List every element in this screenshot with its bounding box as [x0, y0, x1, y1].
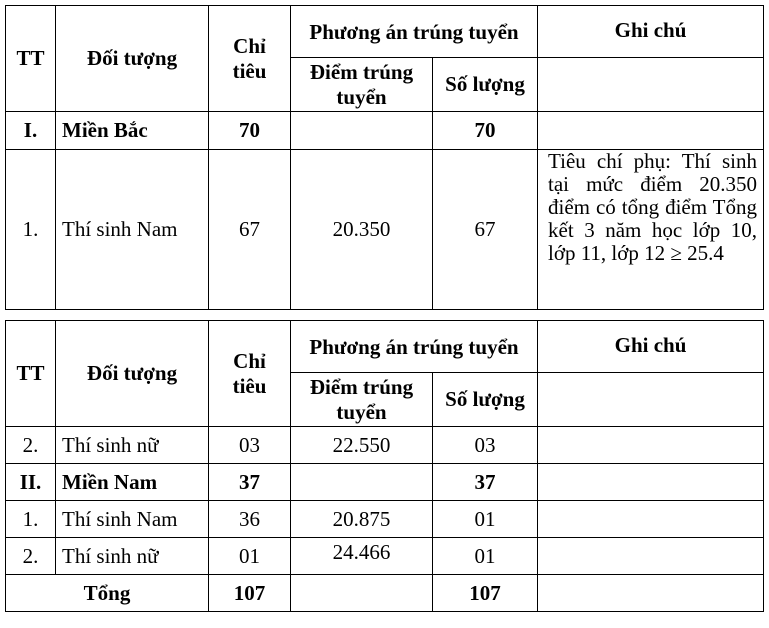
cell-chi-tieu: 67 [209, 150, 291, 310]
cell-tt: I. [6, 112, 56, 150]
cell-tt: 2. [6, 427, 56, 464]
table-row [6, 538, 764, 575]
cell-diem [291, 112, 433, 150]
header-tt: TT [6, 321, 56, 427]
cell-diem: 24.466 [291, 538, 433, 575]
cell-diem: 20.875 [291, 501, 433, 538]
header-doi-tuong: Đối tượng [56, 321, 209, 427]
cell-name: Thí sinh nữ [56, 538, 209, 575]
cell-so-luong: 01 [433, 501, 538, 538]
section-row-mien-bac [6, 112, 764, 150]
header-so-luong: Số lượng [433, 373, 538, 427]
cell-tt: 1. [6, 150, 56, 310]
header-so-luong: Số lượng [433, 58, 538, 112]
cell-ghi-chu [538, 575, 764, 612]
cell-ghi-chu [538, 501, 764, 538]
cell-so-luong: 03 [433, 427, 538, 464]
cell-so-luong: 01 [433, 538, 538, 575]
cell-ghi-chu-note: Tiêu chí phụ: Thí sinh tại mức điểm 20.350 điểm có tổng điểm Tổng kết 3 năm học lớp 10, lớp 11, lớp 12 ≥ 25.4 [538, 150, 764, 310]
cell-chi-tieu: 01 [209, 538, 291, 575]
header-ghi-chu: Ghi chú [538, 321, 764, 373]
cell-name: Thí sinh Nam [56, 501, 209, 538]
header-doi-tuong: Đối tượng [56, 6, 209, 112]
cell-tt: 2. [6, 538, 56, 575]
cell-chi-tieu: 36 [209, 501, 291, 538]
admission-table-part-2 [5, 320, 764, 612]
cell-name: Miền Bắc [56, 112, 209, 150]
header-ghi-chu: Ghi chú [538, 6, 764, 58]
cell-tt: 1. [6, 501, 56, 538]
cell-chi-tieu: 37 [209, 464, 291, 501]
cell-diem: 22.550 [291, 427, 433, 464]
cell-total-label: Tổng [6, 575, 209, 612]
cell-name: Thí sinh nữ [56, 427, 209, 464]
cell-diem [291, 464, 433, 501]
table-row [6, 501, 764, 538]
cell-diem [291, 575, 433, 612]
header-chi-tieu: Chỉ tiêu [209, 321, 291, 427]
cell-name: Thí sinh Nam [56, 150, 209, 310]
header-phuong-an: Phương án trúng tuyển [291, 6, 538, 58]
cell-so-luong: 67 [433, 150, 538, 310]
table-row [6, 427, 764, 464]
header-chi-tieu: Chỉ tiêu [209, 6, 291, 112]
header-empty-cell [538, 58, 764, 112]
cell-ghi-chu [538, 112, 764, 150]
section-row-mien-nam [6, 464, 764, 501]
cell-ghi-chu [538, 464, 764, 501]
total-row [6, 575, 764, 612]
cell-chi-tieu: 70 [209, 112, 291, 150]
cell-so-luong: 107 [433, 575, 538, 612]
header-tt: TT [6, 6, 56, 112]
cell-chi-tieu: 107 [209, 575, 291, 612]
header-empty-cell [538, 373, 764, 427]
cell-diem: 20.350 [291, 150, 433, 310]
cell-tt: II. [6, 464, 56, 501]
cell-so-luong: 37 [433, 464, 538, 501]
cell-ghi-chu [538, 538, 764, 575]
header-phuong-an: Phương án trúng tuyển [291, 321, 538, 373]
cell-name: Miền Nam [56, 464, 209, 501]
cell-so-luong: 70 [433, 112, 538, 150]
admission-table-part-1 [5, 5, 764, 310]
table-row [6, 150, 764, 310]
cell-ghi-chu [538, 427, 764, 464]
header-diem-trung-tuyen: Điểm trúng tuyển [291, 373, 433, 427]
cell-chi-tieu: 03 [209, 427, 291, 464]
header-diem-trung-tuyen: Điểm trúng tuyển [291, 58, 433, 112]
